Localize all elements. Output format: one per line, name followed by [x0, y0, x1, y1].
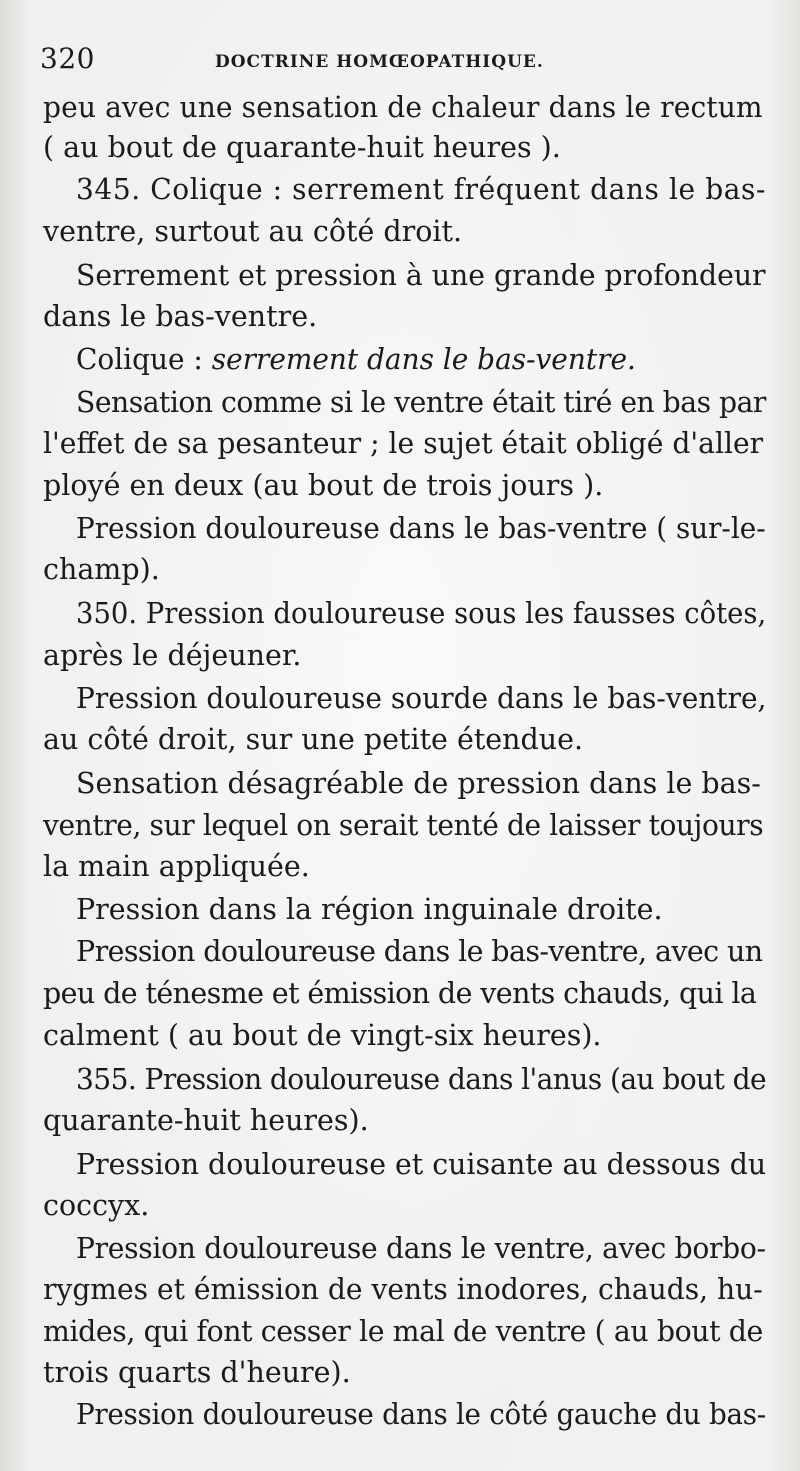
text-line: 345. Colique : serrement fréquent dans le bas-: [76, 173, 767, 206]
text-line: au côté droit, sur une petite étendue.: [43, 723, 584, 756]
text-line: Pression dans la région inguinale droite.: [76, 893, 663, 926]
text-run: Colique :: [76, 343, 212, 376]
text-line: 350. Pression douloureuse sous les fausses côtes,: [76, 597, 767, 630]
italic-text-run: serrement dans le bas-ventre.: [211, 343, 636, 376]
text-line: Sensation comme si le ventre était tiré en bas par: [76, 386, 766, 419]
text-line: peu avec une sensation de chaleur dans le rectum: [43, 91, 763, 124]
text-line: quarante-huit heures).: [43, 1104, 369, 1137]
text-line: champ).: [43, 553, 160, 586]
running-title: DOCTRINE HOMŒOPATHIQUE.: [215, 52, 544, 72]
text-line: trois quarts d'heure).: [43, 1356, 351, 1389]
text-line: mides, qui font cesser le mal de ventre ( au bout de: [43, 1315, 763, 1348]
text-line: ( au bout de quarante-huit heures ).: [43, 131, 561, 164]
text-line: ventre, surtout au côté droit.: [43, 215, 463, 248]
text-line: coccyx.: [43, 1189, 150, 1222]
text-line: [76, 340, 636, 380]
text-line: l'effet de sa pesanteur ; le sujet était obligé d'aller: [43, 427, 764, 460]
text-line: 355. Pression douloureuse dans l'anus (au bout de: [76, 1063, 767, 1096]
text-line: Pression douloureuse dans le ventre, avec borbo-: [76, 1232, 766, 1265]
page-header: [40, 42, 770, 82]
text-line: dans le bas-ventre.: [43, 300, 318, 333]
text-line: Pression douloureuse sourde dans le bas-ventre,: [76, 682, 767, 715]
text-line: Serrement et pression à une grande profondeur: [76, 259, 766, 292]
text-line: Pression douloureuse dans le bas-ventre, avec un: [76, 935, 763, 968]
text-line: ventre, sur lequel on serait tenté de laisser toujours: [43, 809, 764, 842]
text-line: Pression douloureuse dans le bas-ventre ( sur-le-: [76, 512, 766, 545]
text-line: rygmes et émission de vents inodores, chauds, hu-: [43, 1273, 763, 1306]
page-number: 320: [40, 42, 95, 75]
text-line: Sensation désagréable de pression dans le bas-: [76, 767, 761, 800]
text-line: peu de ténesme et émission de vents chauds, qui la: [43, 977, 757, 1010]
text-line: après le déjeuner.: [43, 639, 302, 672]
text-line: Pression douloureuse et cuisante au dessous du: [76, 1148, 767, 1181]
text-line: Pression douloureuse dans le côté gauche du bas-: [76, 1398, 766, 1431]
text-line: calment ( au bout de vingt-six heures).: [43, 1019, 602, 1052]
text-line: la main appliquée.: [43, 850, 310, 883]
text-line: ployé en deux (au bout de trois jours ).: [43, 469, 604, 502]
